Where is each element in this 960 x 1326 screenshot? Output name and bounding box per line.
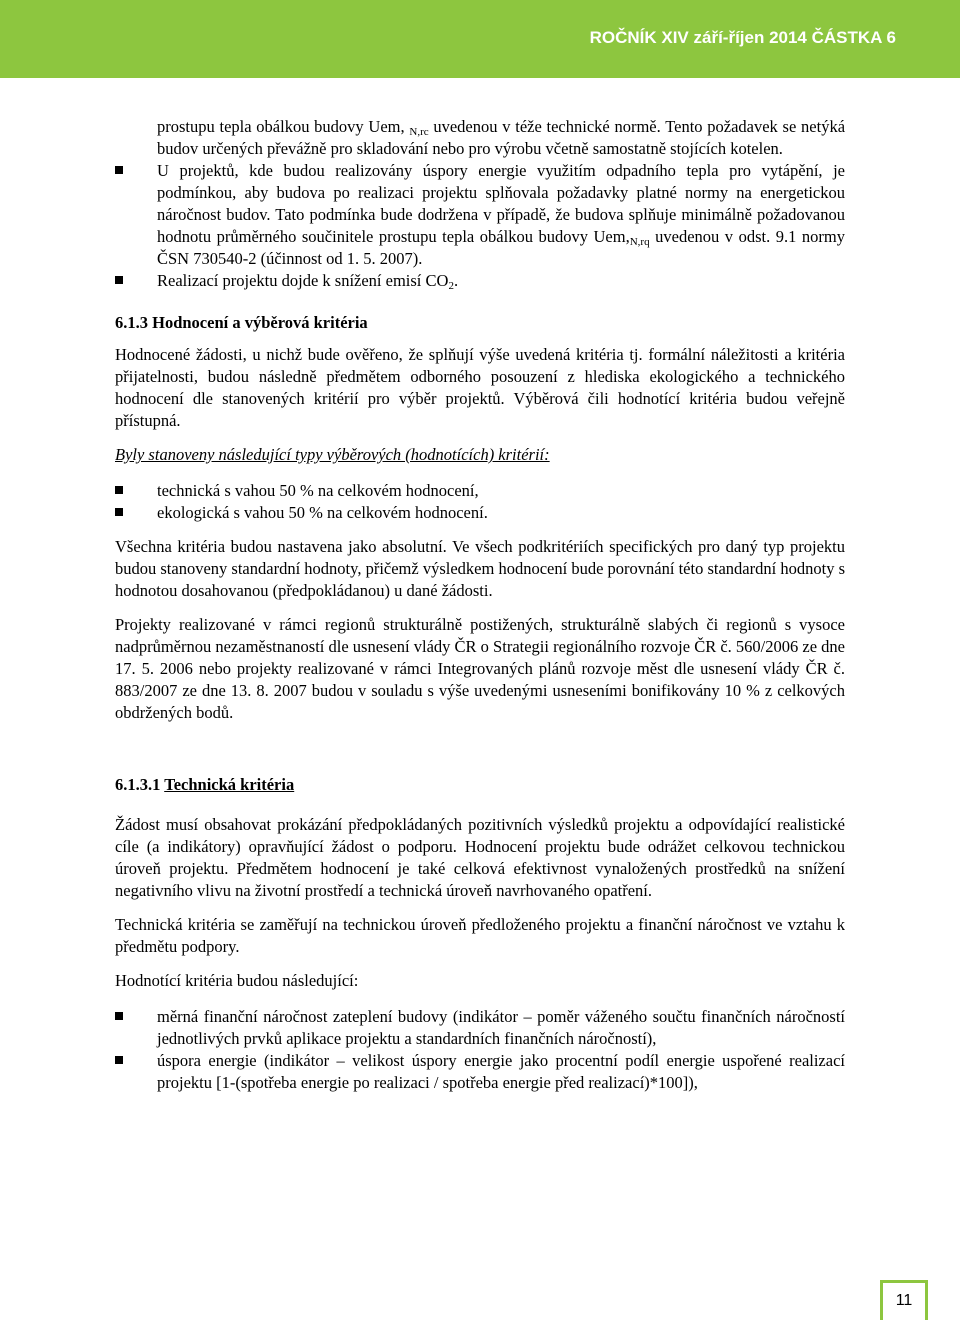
bullet-sub: N,rq [629,236,650,248]
criteria-types-intro [115,444,845,466]
continuation-text-a: prostupu tepla obálkou budovy Uem, [157,117,410,136]
criteria-type-text: ekologická s vahou 50 % na celkovém hodnocení. [157,503,488,522]
bullet-text-b: . [453,271,459,290]
square-bullet-icon [115,1056,123,1064]
absolute-criteria-paragraph: Všechna kritéria budou nastavena jako absolutní. Ve všech podkritériích specifických pro daný typ projektu budou stanoveny standardní hodnoty, přičemž výsledkem hodnocení bude porovnání této standardní hodnoty s hodnotou dosahovanou (předpokládanou) u dané žádosti. [115,537,845,600]
page-number: 11 [895,1292,913,1309]
continuation-text-b: uvedenou v téže technické normě. Tento požadavek se netýká budov určených převážně pro skladování nebo pro výrobu včetně samostatně stojících kotelen. [157,117,846,158]
technical-paragraph-1: Žádost musí obsahovat prokázání předpokládaných pozitivních výsledků projektu a odpovídající realistické cíle (a indikátory) opravňující žádost o podporu. Hodnocení projektu bude odrážet celkovou technickou úroveň projektu. Předmětem hodnocení je také celková efektivnost vynaložených prostředků na snížení negativního vlivu na životní prostředí a technická úroveň navrhovaného opatření. [115,815,845,900]
list-item [115,480,845,502]
requirements-list [115,160,845,292]
regions-bonus-paragraph: Projekty realizované v rámci regionů strukturálně postižených, strukturálně slabých či regionů s vysoce nadprůměrnou nezaměstnaností dle usnesení vlády ČR o Strategii regionálního rozvoje ČR č. 560/2006 ze dne 17. 5. 2006 nebo projekty realizované v rámci Integrovaných plánů rozvoje měst dle usnesení vlády ČR č. 883/2007 ze dne 13. 8. 2007 budou v souladu s výše uvedenými usneseními bonifikovány 10 % z celkových obdržených bodů. [115,615,845,722]
list-item [115,1006,845,1050]
list-item [115,1050,845,1094]
criteria-type-text: technická s vahou 50 % na celkovém hodnocení, [157,481,479,500]
section-title: Technická kritéria [164,775,295,794]
continuation-paragraph [115,116,845,160]
criterion-text: měrná finanční náročnost zateplení budovy (indikátor – poměr váženého součtu finančních náročností jednotlivých prvků aplikace projektu a standardních finančních náročností), [157,1007,845,1048]
section-heading-6-1-3: 6.1.3 Hodnocení a výběrová kritéria [115,313,368,332]
section-number: 6.1.3.1 [115,775,165,794]
section-heading-6-1-3-1 [115,774,845,796]
page-content [115,116,845,1094]
square-bullet-icon [115,1012,123,1020]
technical-paragraph-3: Hodnotící kritéria budou následující: [115,971,359,990]
bullet-sub: 2 [448,280,454,292]
continuation-sub: N,rc [409,126,429,138]
square-bullet-icon [115,486,123,494]
technical-criteria-list [115,1006,845,1094]
square-bullet-icon [115,508,123,516]
header-title: ROČNÍK XIV září-říjen 2014 ČÁSTKA 6 [589,28,896,47]
square-bullet-icon [115,276,123,284]
criteria-types-list [115,480,845,524]
bullet-text-a: Realizací projektu dojde k snížení emisí CO [157,271,449,290]
bullet-text-b: uvedenou v odst. 9.1 normy ČSN 730540-2 (účinnost od 1. 5. 2007). [157,227,845,268]
technical-paragraph-2: Technická kritéria se zaměřují na technickou úroveň předloženého projektu a finanční náročnost ve vztahu k předmětu podpory. [115,915,845,956]
list-item [115,270,845,292]
list-item [115,160,845,270]
criterion-text: úspora energie (indikátor – velikost úspory energie jako procentní podíl energie uspořené realizací projektu [1-(spotřeba energie po realizaci / spotřeba energie před realizací)*100]), [157,1051,845,1092]
list-item [115,502,845,524]
evaluation-paragraph: Hodnocené žádosti, u nichž bude ověřeno, že splňují výše uvedená kritéria tj. formální náležitosti a kritéria přijatelnosti, budou následně předmětem odborného posouzení z hlediska ekologického a technického hodnocení dle stanovených kritérií pro výběr projektů. Výběrová čili hodnotící kritéria budou veřejně přístupná. [115,345,845,430]
bullet-text-a: U projektů, kde budou realizovány úspory energie využitím odpadního tepla pro vytápění, je podmínkou, aby budova po realizaci projektu splňovala požadavky platné normy na energetickou náročnost budov. Tato podmínka bude dodržena v případě, že budova splňuje minimálně požadovanou hodnotu průměrného součinitele prostupu tepla obálkou budovy Uem, [157,161,845,246]
criteria-types-intro-text: Byly stanoveny následující typy výběrových (hodnotících) kritérií: [115,445,550,464]
page-number-box [880,1280,928,1320]
header-bar [0,0,960,78]
square-bullet-icon [115,166,123,174]
